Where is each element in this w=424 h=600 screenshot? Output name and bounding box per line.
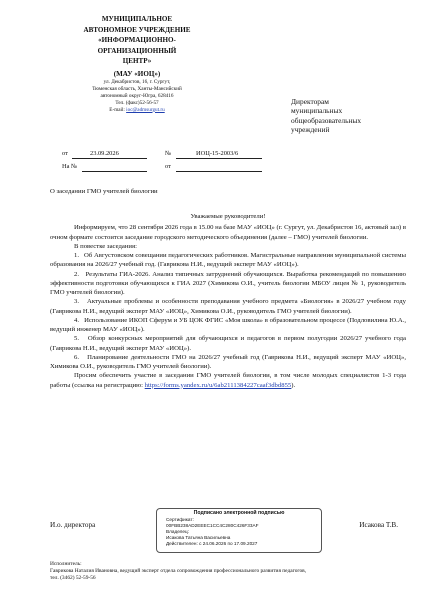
recipient-line-4: учреждений — [291, 125, 330, 135]
org-name-line-4: ЦЕНТР» — [122, 57, 152, 66]
stamp-owner-label: Владелец: — [166, 528, 189, 534]
agenda-item-5: 5. Обзор конкурсных мероприятий для обучающихся и педагогов в первом полугодии 2026/27 учебного года (Гаврикова Н.И., ведущий эксперт МАУ «ИОЦ»). — [50, 335, 406, 352]
recipient-line-3: общеобразовательных — [291, 115, 362, 125]
org-name-line-2: АВТОНОМНОЕ УЧРЕЖДЕНИЕ — [83, 25, 191, 34]
reference-underline — [82, 171, 147, 172]
reference-from-label: от — [165, 163, 171, 170]
executor-name: Гаврикова Наталия Ивановна, ведущий эксперт отдела сопровождения профессионального развития педагогов, — [50, 568, 307, 574]
signature-block — [50, 508, 406, 553]
intro-paragraph: Информируем, что 28 сентября 2026 года в 15.00 на базе МАУ «ИОЦ» (г. Сургут, ул. Декабристов 16, актовый зал) в очном формате состоится заседание городского методического объединения (далее – ГМО) учителей биологии. — [50, 224, 406, 241]
org-header — [62, 14, 212, 114]
org-phone: Тел. (факс)52-56-57 — [115, 99, 159, 106]
org-name-line-3: «ИНФОРМАЦИОННО-ОРГАНИЗАЦИОННЫЙ — [97, 36, 177, 55]
stamp-header: Подписано электронной подписью — [193, 510, 285, 516]
agenda-item-1: 1. Об Августовском совещании педагогических работников. Магистральные направления муниципальной системы образования на 2026/27 учебный год. (Гаврикова Н.И., ведущий эксперт МАУ «ИОЦ»). — [50, 252, 406, 269]
executor-label: Исполнитель: — [50, 561, 82, 567]
agenda-item-3: 3. Актуальные проблемы и особенности преподавания учебного предмета «Биология» в 2026/27 учебном году (Гаврикова Н.И., ведущий эксперт МАУ «ИОЦ», Химикова О.И., руководитель ГМО учителей биологии). — [50, 298, 406, 315]
number-sign: № — [165, 150, 172, 157]
stamp-validity: Действителен: с 24.06.2026 по 17.09.2027 — [166, 540, 258, 546]
letter-subject: О заседании ГМО учителей биологии — [50, 188, 158, 195]
agenda-item-4: 4. Использование ИКОП Сферум и УБ ЦОК ФГИС «Моя школа» в образовательном процессе (Подловилина Ю.А., ведущий инженер МАУ «ИОЦ»). — [50, 316, 406, 333]
executor-phone: тел. (3462) 52-59-56 — [50, 575, 96, 581]
org-email-link[interactable]: ioc@admsurgut.ru — [126, 106, 165, 113]
agenda-item-2: 2. Результаты ГИА-2026. Анализ типичных затруднений обучающихся. Выработка рекомендаций по повышению эффективности подготовки обучающихся к ГИА 2027 (Химикова О.И., учитель биологии МБОУ лицея № 1, руководитель ГМО учителей биологии). — [50, 270, 406, 296]
org-email-label: E-mail: — [109, 106, 125, 113]
closing-end: ). — [291, 381, 296, 389]
reference-date-underline — [176, 171, 262, 172]
document-number: ИОЦ-15-2003/6 — [196, 150, 239, 157]
date-label: от — [62, 150, 68, 157]
registration-row — [62, 150, 262, 159]
org-address-line-3: автономный округ-Югра, 628416 — [100, 92, 174, 99]
recipient-line-2: муниципальных — [291, 106, 343, 116]
org-email-line — [62, 107, 212, 114]
number-underline — [176, 158, 262, 159]
agenda-intro: В повестке заседания: — [74, 242, 137, 250]
letter-body — [50, 212, 406, 390]
digital-signature-stamp — [156, 508, 322, 553]
closing-paragraph — [50, 371, 406, 390]
executor-block — [50, 561, 406, 582]
reference-row — [62, 163, 262, 172]
recipient-block — [291, 97, 401, 135]
stamp-cert-label: Сертификат: — [166, 517, 194, 522]
signer-title: И.о. директора — [50, 521, 96, 529]
closing-text: Просим обеспечить участие в заседании ГМО учителей биологии, в том числе молодых специалистов 1-3 года работы (ссылка на регистрацию: — [50, 372, 406, 389]
stamp-cert-number: 00FBB238AD2EEEC1CC4C280C426F33AF — [166, 522, 259, 528]
registration-link[interactable]: https://forms.yandex.ru/u/6ab2111384227caaf3dbd855 — [144, 381, 292, 389]
org-short-name: (МАУ «ИОЦ») — [113, 69, 161, 78]
org-address-line-2: Тюменская область, Ханты-Мансийский — [92, 85, 182, 92]
reference-label: На № — [62, 163, 78, 170]
org-name-line-1: МУНИЦИПАЛЬНОЕ — [101, 15, 173, 23]
greeting: Уважаемые руководители! — [190, 213, 266, 220]
recipient-line-1: Директорам — [291, 97, 329, 106]
document-date: 23.09.2026 — [90, 150, 119, 157]
signer-name: Исакова Т.В. — [359, 521, 398, 529]
agenda-item-6: 6. Планирование деятельности ГМО на 2026/27 учебный год (Гаврикова Н.И., ведущий эксперт МАУ «ИОЦ», Химикова О.И., руководитель ГМО учителей биологии). — [50, 353, 406, 370]
stamp-owner: Исакова Татьяна Васильевна — [166, 534, 231, 540]
org-address-line-1: ул. Декабристов, 16, г. Сургут, — [103, 78, 171, 85]
date-underline — [72, 158, 147, 159]
